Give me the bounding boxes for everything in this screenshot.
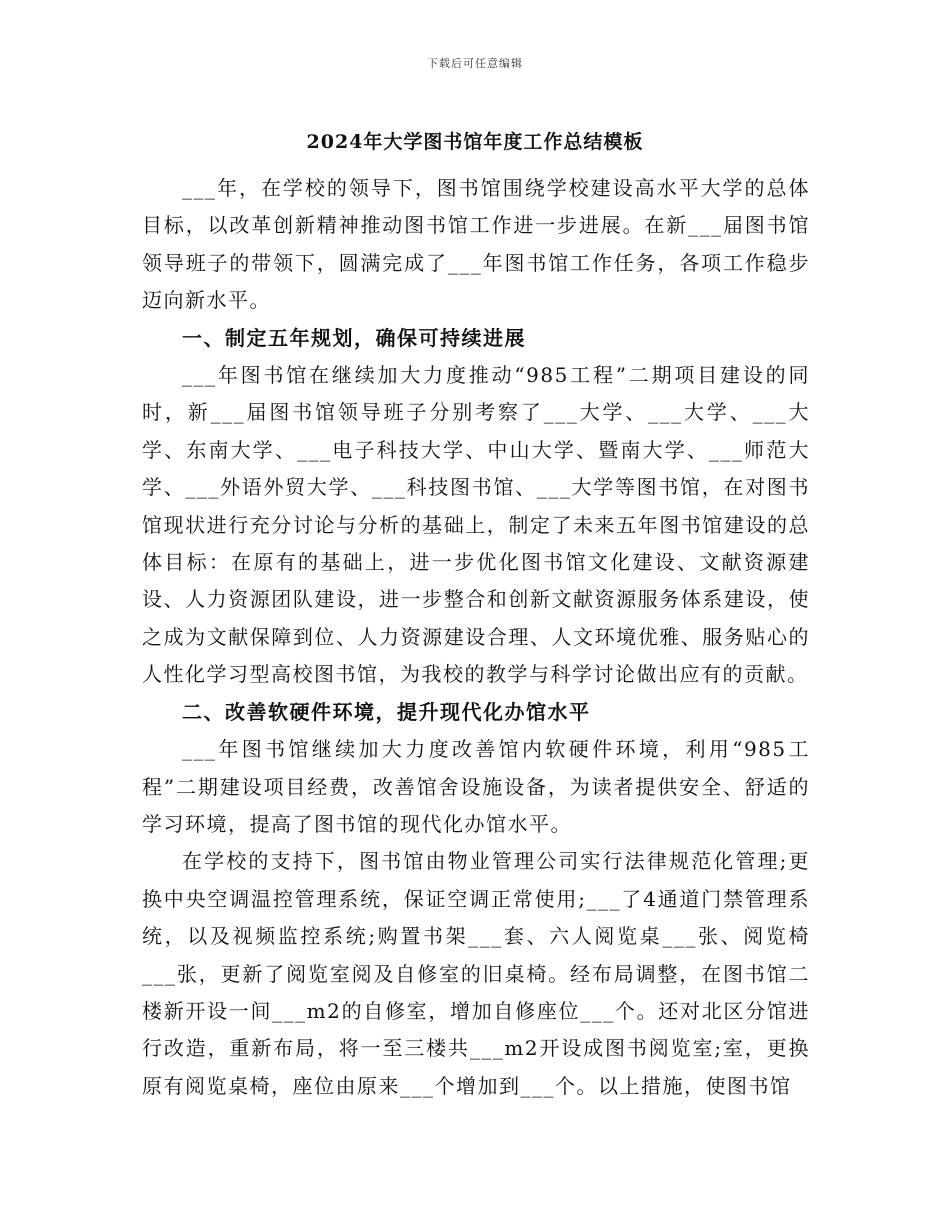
- header-note: 下载后可任意编辑: [427, 57, 523, 70]
- section-heading-1: 一、制定五年规划，确保可持续进展: [182, 325, 526, 350]
- section-heading-2: 二、改善软硬件环境，提升现代化办馆水平: [182, 699, 591, 724]
- paragraph-intro: ___年，在学校的领导下，图书馆围绕学校建设高水平大学的总体目标，以改革创新精神推动图书馆工作进一步进展。在新___届图书馆领导班子的带领下，圆满完成了___年图书馆工作任务，各项工作稳步迈向新水平。: [142, 176, 810, 313]
- document-body: [142, 170, 810, 1105]
- document-title: 2024年大学图书馆年度工作总结模板: [306, 131, 644, 153]
- paragraph-section-1: ___年图书馆在继续加大力度推动“985工程”二期项目建设的同时，新___届图书馆领导班子分别考察了___大学、___大学、___大学、东南大学、___电子科技大学、中山大学、暨南大学、___师范大学、___外语外贸大学、___科技图书馆、___大学等图书馆，在对图书馆现状进行充分讨论与分析的基础上，制定了未来五年图书馆建设的总体目标：在原有的基础上，进一步优化图书馆文化建设、文献资源建设、人力资源团队建设，进一步整合和创新文献资源服务体系建设，使之成为文献保障到位、人力资源建设合理、人文环境优雅、服务贴心的人性化学习型高校图书馆，为我校的教学与科学讨论做出应有的贡献。: [142, 363, 810, 687]
- paragraph-section-2b: 在学校的支持下，图书馆由物业管理公司实行法律规范化管理;更换中央空调温控管理系统，保证空调正常使用;___了4通道门禁管理系统，以及视频监控系统;购置书架___套、六人阅览桌___张、阅览椅___张，更新了阅览室阅及自修室的旧桌椅。经布局调整，在图书馆二楼新开设一间___m2的自修室，增加自修座位___个。还对北区分馆进行改造，重新布局，将一至三楼共___m2开设成图书阅览室;室，更换原有阅览桌椅，座位由原来___个增加到___个。以上措施，使图书馆: [142, 849, 810, 1098]
- paragraph-section-2a: ___年图书馆继续加大力度改善馆内软硬件环境，利用“985工程”二期建设项目经费，改善馆舍设施设备，为读者提供安全、舒适的学习环境，提高了图书馆的现代化办馆水平。: [142, 737, 810, 836]
